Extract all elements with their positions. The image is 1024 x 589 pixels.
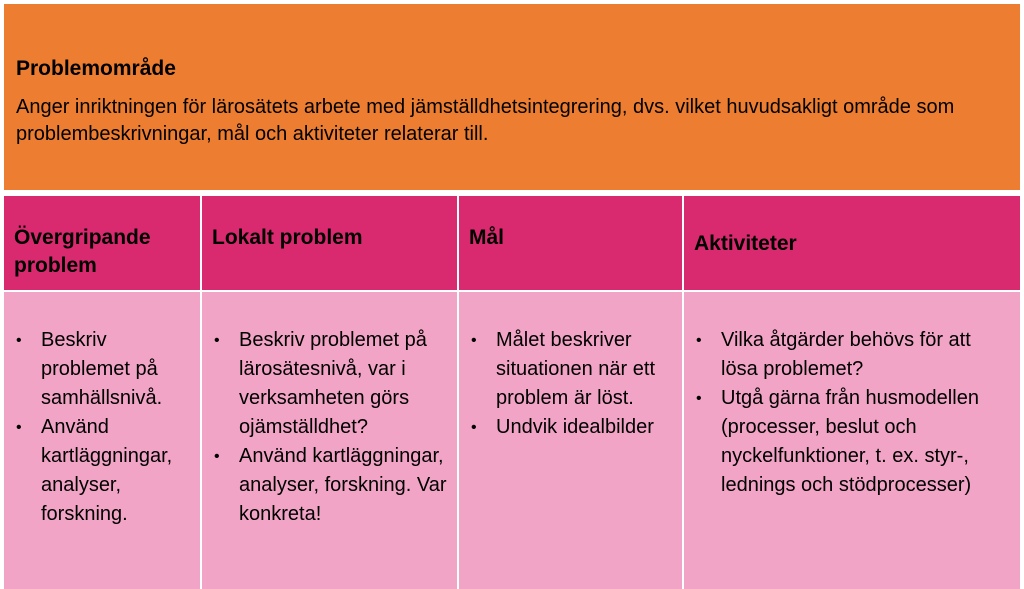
list-item	[14, 413, 192, 529]
bullet-icon: •	[696, 332, 702, 349]
list-item-text: Använd kartläggningar, analyser, forskning. Var konkreta!	[239, 445, 447, 525]
list-item	[212, 442, 449, 529]
column-heading-overgripande-problem: Övergripande problem	[4, 196, 200, 290]
list-item-text: Målet beskriver situationen när ett problem är löst.	[496, 329, 655, 409]
list-item	[212, 326, 449, 442]
problem-area-header	[4, 4, 1020, 190]
list-item	[694, 326, 1012, 384]
bullet-icon: •	[16, 419, 22, 436]
bullet-icon: •	[471, 332, 477, 349]
cell-aktiviteter	[684, 292, 1020, 589]
cell-lokalt-problem	[202, 292, 457, 589]
column-heading-mal: Mål	[459, 196, 682, 290]
bullet-icon: •	[214, 448, 220, 465]
bullet-list	[212, 326, 449, 529]
list-item-text: Beskriv problemet på lärosätesnivå, var i verksamheten görs ojämställdhet?	[239, 329, 427, 438]
bullet-icon: •	[214, 332, 220, 349]
list-item-text: Vilka åtgärder behövs för att lösa problemet?	[721, 329, 971, 380]
column-heading-lokalt-problem: Lokalt problem	[202, 196, 457, 290]
list-item	[14, 326, 192, 413]
bullet-icon: •	[471, 419, 477, 436]
framework-table	[4, 196, 1020, 589]
list-item-text: Undvik idealbilder	[496, 416, 654, 438]
header-title: Problemområde	[16, 57, 176, 80]
list-item	[469, 413, 674, 442]
bullet-icon: •	[16, 332, 22, 349]
list-item	[469, 326, 674, 413]
cell-mal	[459, 292, 682, 589]
bullet-list	[469, 326, 674, 442]
list-item-text: Beskriv problemet på samhällsnivå.	[41, 329, 163, 409]
cell-overgripande-problem	[4, 292, 200, 589]
list-item	[694, 384, 1012, 500]
bullet-icon: •	[696, 390, 702, 407]
header-description: Anger inriktningen för lärosätets arbete med jämställdhetsintegrering, dvs. vilket huvudsakligt område som problembeskrivningar, mål och aktiviteter relaterar till.	[16, 96, 955, 145]
list-item-text: Använd kartläggningar, analyser, forskning.	[41, 416, 173, 525]
list-item-text: Utgå gärna från husmodellen (processer, beslut och nyckelfunktioner, t. ex. styr-, lednings och stödprocesser)	[721, 387, 979, 496]
bullet-list	[14, 326, 192, 529]
bullet-list	[694, 326, 1012, 500]
column-heading-aktiviteter: Aktiviteter	[684, 196, 1020, 290]
